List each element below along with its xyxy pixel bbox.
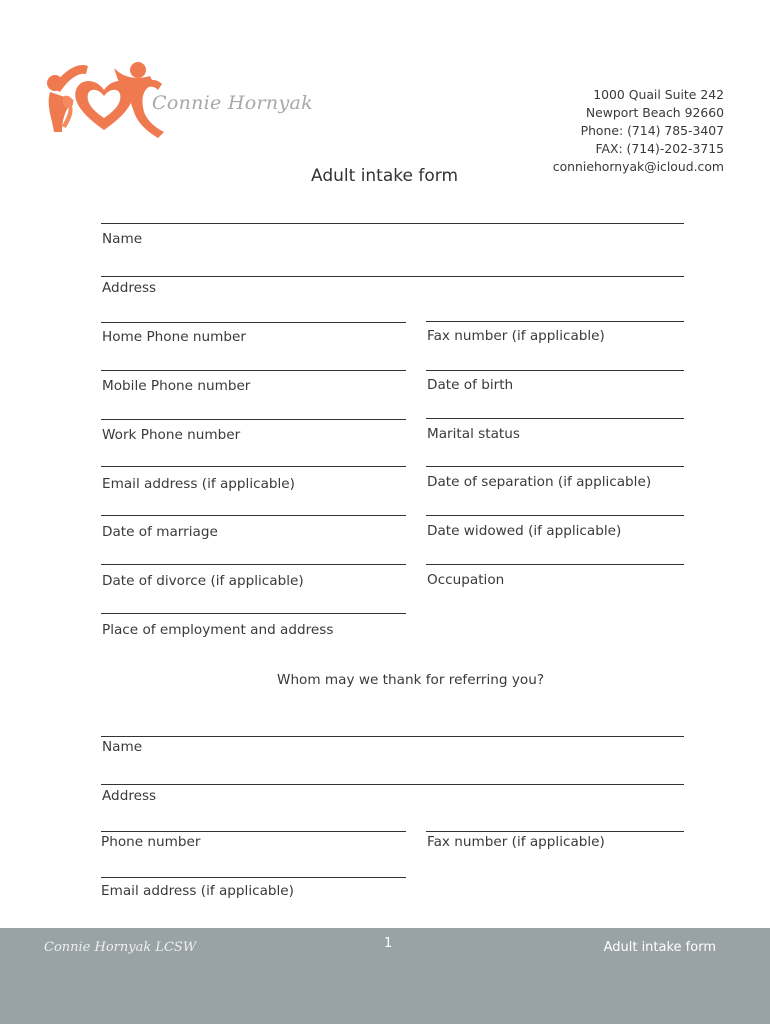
marital-status-label: Marital status <box>427 426 520 442</box>
date-divorce-field[interactable] <box>101 564 406 565</box>
footer-page-number: 1 <box>384 936 393 951</box>
brand-name: Connie Hornyak <box>152 92 313 114</box>
referral-name-field[interactable] <box>101 736 684 737</box>
address-field[interactable] <box>101 276 684 277</box>
contact-fax: FAX: (714)-202-3715 <box>595 141 724 156</box>
dob-label: Date of birth <box>427 377 514 393</box>
occupation-label: Occupation <box>427 572 505 588</box>
referral-phone-field[interactable] <box>101 831 406 832</box>
date-widowed-field[interactable] <box>426 515 684 516</box>
contact-info <box>553 86 724 176</box>
home-phone-label: Home Phone number <box>102 329 246 345</box>
referral-email-label: Email address (if applicable) <box>101 883 294 899</box>
referral-fax-label: Fax number (if applicable) <box>427 834 605 850</box>
referral-email-field[interactable] <box>101 877 406 878</box>
page-footer <box>0 928 770 1024</box>
dob-field[interactable] <box>426 370 684 371</box>
referral-heading: Whom may we thank for referring you? <box>277 672 545 688</box>
date-widowed-label: Date widowed (if applicable) <box>427 523 622 539</box>
referral-address-label: Address <box>102 788 157 804</box>
footer-signature: Connie Hornyak LCSW <box>44 940 197 955</box>
home-phone-field[interactable] <box>101 322 406 323</box>
work-phone-label: Work Phone number <box>102 427 241 443</box>
date-marriage-field[interactable] <box>101 515 406 516</box>
employment-label: Place of employment and address <box>102 622 334 638</box>
mobile-phone-field[interactable] <box>101 370 406 371</box>
date-marriage-label: Date of marriage <box>102 524 218 540</box>
contact-email[interactable]: conniehornyak@icloud.com <box>552 159 724 174</box>
brand-logo <box>44 56 313 140</box>
work-phone-field[interactable] <box>101 419 406 420</box>
referral-name-label: Name <box>102 739 143 755</box>
contact-phone: Phone: (714) 785-3407 <box>580 123 724 138</box>
date-divorce-label: Date of divorce (if applicable) <box>102 573 304 589</box>
date-separation-label: Date of separation (if applicable) <box>427 474 652 490</box>
form-title: Adult intake form <box>311 166 459 186</box>
occupation-field[interactable] <box>426 564 684 565</box>
referral-fax-field[interactable] <box>426 831 684 832</box>
referral-address-field[interactable] <box>101 784 684 785</box>
name-label: Name <box>102 231 143 247</box>
fax-field[interactable] <box>426 321 684 322</box>
email-field[interactable] <box>101 466 406 467</box>
referral-phone-label: Phone number <box>101 834 201 850</box>
contact-address-line2: Newport Beach 92660 <box>585 105 724 120</box>
footer-title: Adult intake form <box>603 940 716 955</box>
contact-address-line1: 1000 Quail Suite 242 <box>593 87 724 102</box>
mobile-phone-label: Mobile Phone number <box>102 378 251 394</box>
employment-field[interactable] <box>101 613 406 614</box>
name-field[interactable] <box>101 223 684 224</box>
email-label: Email address (if applicable) <box>102 476 295 492</box>
marital-status-field[interactable] <box>426 418 684 419</box>
date-separation-field[interactable] <box>426 466 684 467</box>
fax-label: Fax number (if applicable) <box>427 328 605 344</box>
address-label: Address <box>102 280 157 296</box>
